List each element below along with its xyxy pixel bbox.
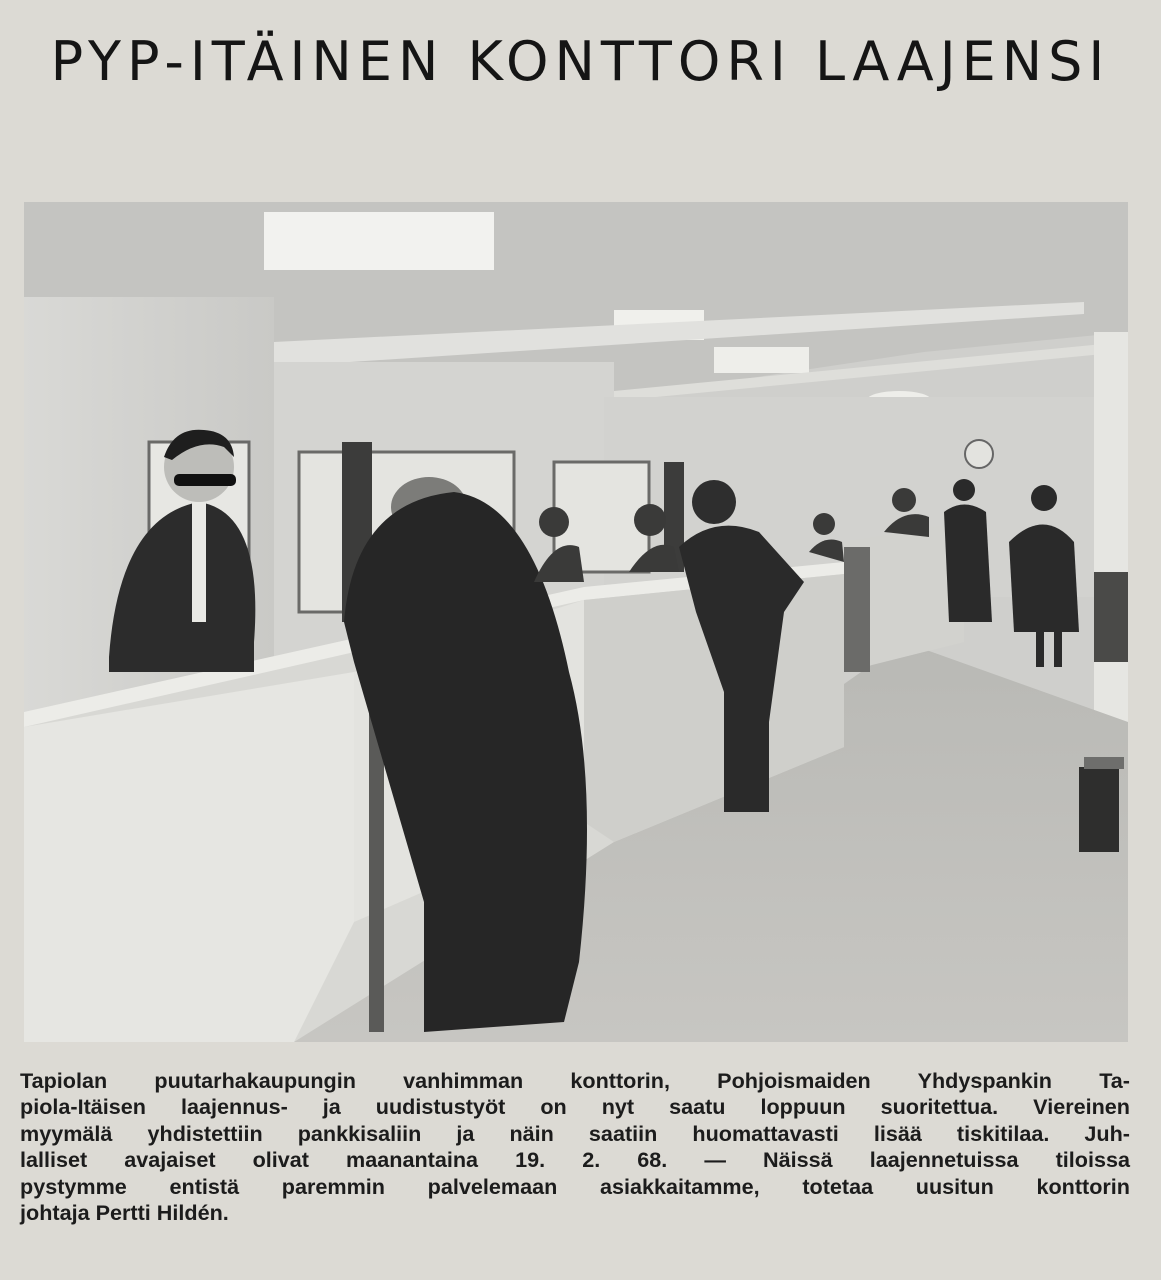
caption-line: myymälä yhdistettiin pankkisaliin ja näin saatiin huomattavasti lisää tiskitilaa. Juh- [20, 1120, 1130, 1146]
headline: PYP-ITÄINEN KONTTORI LAAJENSI [50, 30, 1111, 93]
caption-line: lalliset avajaiset olivat maanantaina 19. 2. 68. — Näissä laajennetuissa tiloissa [20, 1147, 1130, 1173]
caption-line: Tapiolan puutarhakaupungin vanhimman konttorin, Pohjoismaiden Yhdyspankin Ta- [20, 1068, 1130, 1093]
bank-hall-photo [24, 202, 1128, 1042]
bank-hall-illustration [24, 202, 1128, 1042]
caption-line: johtaja Pertti Hildén. [20, 1200, 229, 1226]
ceiling-light [264, 212, 494, 270]
caption-line: pystymme entistä paremmin palvelemaan asiakkaitamme, totetaa uusitun konttorin [20, 1173, 1130, 1199]
caption-line: piola-Itäisen laajennus- ja uudistustyöt on nyt saatu loppuun suoritettua. Viereinen [20, 1094, 1130, 1120]
photo-caption [20, 1068, 1130, 1226]
ceiling-light [714, 347, 809, 373]
